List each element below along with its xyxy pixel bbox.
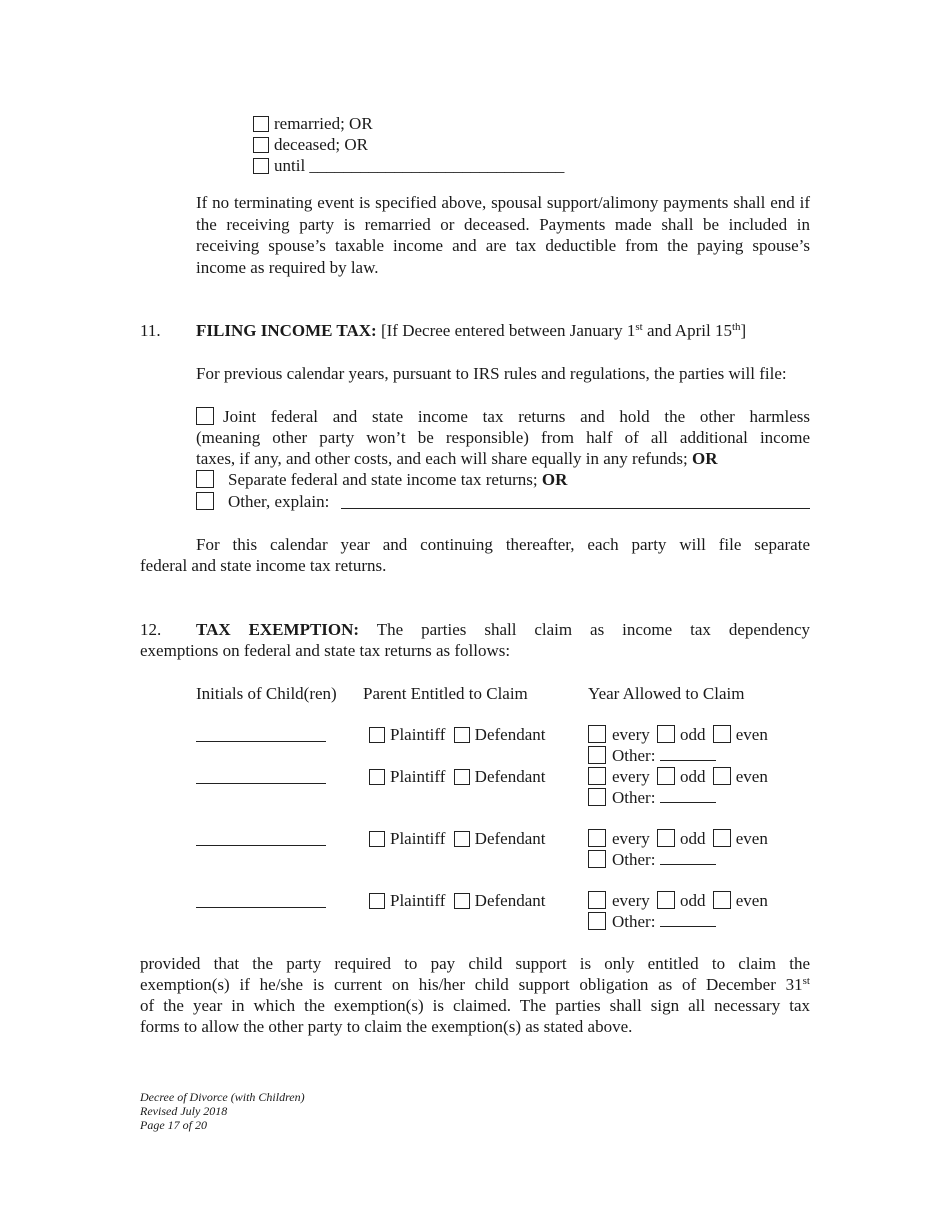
checkbox-even[interactable] (713, 725, 731, 743)
section-12-heading: TAX EXEMPTION: The parties shall claim as income tax dependency (196, 620, 811, 639)
filing-option-joint-cont: (meaning other party won’t be responsible) from half of all additional income (196, 428, 810, 447)
option-label: deceased; OR (274, 135, 368, 154)
year-claim-other[interactable]: Other: (588, 849, 716, 870)
default-termination-paragraph: If no terminating event is specified above, spousal support/alimony payments shall end if the receiving party is remarried or deceased. Payments made shall be included in receiving spouse’s taxable income and are tax deductible from the paying spouse’s income as required by law. (196, 193, 810, 277)
checkbox-other[interactable] (588, 850, 606, 868)
checkbox[interactable] (253, 116, 269, 132)
checkbox-odd[interactable] (657, 891, 675, 909)
current-year-paragraph-cont: federal and state income tax returns. (140, 556, 387, 575)
current-year-paragraph: For this calendar year and continuing thereafter, each party will file separate (196, 535, 810, 554)
year-claim-options[interactable]: every odd even (588, 724, 768, 745)
column-header-year: Year Allowed to Claim (588, 684, 745, 703)
option-label: until (274, 156, 306, 175)
checkbox-defendant[interactable] (454, 769, 470, 785)
footer-revised: Revised July 2018 (140, 1104, 228, 1118)
checkbox-other[interactable] (588, 746, 606, 764)
filing-option-joint-cont2: taxes, if any, and other costs, and each will share equally in any refunds; OR (196, 449, 718, 468)
checkbox-every[interactable] (588, 891, 606, 909)
closing-paragraph-line2: exemption(s) if he/she is current on his/her child support obligation as of December 31st (140, 975, 810, 994)
child-initials-field[interactable] (196, 845, 326, 846)
until-date-field[interactable]: ______________________________ (309, 156, 565, 175)
closing-paragraph-line4: forms to allow the other party to claim the exemption(s) as stated above. (140, 1017, 633, 1036)
checkbox-every[interactable] (588, 725, 606, 743)
heading-note: [If Decree entered between January 1st and April 15th] (380, 321, 747, 340)
checkbox-defendant[interactable] (454, 893, 470, 909)
checkbox-other[interactable] (588, 912, 606, 930)
checkbox[interactable] (196, 470, 214, 488)
checkbox-plaintiff[interactable] (369, 893, 385, 909)
other-explain-field[interactable] (341, 508, 810, 509)
heading-text: FILING INCOME TAX: (196, 321, 377, 340)
checkbox-other[interactable] (588, 788, 606, 806)
checkbox-odd[interactable] (657, 829, 675, 847)
checkbox-plaintiff[interactable] (369, 831, 385, 847)
footer-title: Decree of Divorce (with Children) (140, 1090, 305, 1104)
checkbox-even[interactable] (713, 891, 731, 909)
other-year-field[interactable] (660, 746, 716, 761)
year-claim-options[interactable]: every odd even (588, 890, 768, 911)
parent-claim-options[interactable]: Plaintiff Defendant (369, 724, 545, 745)
other-year-field[interactable] (660, 850, 716, 865)
closing-paragraph-line3: of the year in which the exemption(s) is claimed. The parties shall sign all necessary tax (140, 996, 810, 1015)
closing-paragraph: provided that the party required to pay child support is only entitled to claim the (140, 954, 810, 973)
other-year-field[interactable] (660, 912, 716, 927)
column-header-parent: Parent Entitled to Claim (363, 684, 528, 703)
checkbox-even[interactable] (713, 767, 731, 785)
child-initials-field[interactable] (196, 907, 326, 908)
heading-text: TAX EXEMPTION: (196, 620, 360, 639)
checkbox-defendant[interactable] (454, 727, 470, 743)
year-claim-other[interactable]: Other: (588, 745, 716, 766)
parent-claim-options[interactable]: Plaintiff Defendant (369, 890, 545, 911)
year-claim-options[interactable]: every odd even (588, 766, 768, 787)
column-header-initials: Initials of Child(ren) (196, 684, 337, 703)
checkbox[interactable] (196, 407, 214, 425)
filing-option-separate[interactable]: Separate federal and state income tax returns; OR (196, 469, 567, 490)
checkbox-plaintiff[interactable] (369, 727, 385, 743)
option-label: remarried; OR (274, 114, 373, 133)
filing-option-other[interactable]: Other, explain: (196, 491, 329, 512)
checkbox[interactable] (253, 158, 269, 174)
termination-option-deceased[interactable] (253, 134, 368, 155)
section-11-heading (196, 320, 746, 341)
child-initials-field[interactable] (196, 741, 326, 742)
other-year-field[interactable] (660, 788, 716, 803)
child-initials-field[interactable] (196, 783, 326, 784)
section-11-number: 11. (140, 321, 161, 340)
checkbox-odd[interactable] (657, 767, 675, 785)
parent-claim-options[interactable]: Plaintiff Defendant (369, 828, 545, 849)
parent-claim-options[interactable]: Plaintiff Defendant (369, 766, 545, 787)
year-claim-other[interactable]: Other: (588, 911, 716, 932)
termination-option-until[interactable] (253, 155, 564, 176)
year-claim-other[interactable]: Other: (588, 787, 716, 808)
checkbox[interactable] (253, 137, 269, 153)
section-12-text-cont: exemptions on federal and state tax returns as follows: (140, 641, 511, 660)
footer-page: Page 17 of 20 (140, 1118, 207, 1132)
checkbox-every[interactable] (588, 829, 606, 847)
checkbox-plaintiff[interactable] (369, 769, 385, 785)
checkbox-even[interactable] (713, 829, 731, 847)
section-11-intro: For previous calendar years, pursuant to IRS rules and regulations, the parties will file: (196, 364, 787, 383)
filing-option-joint[interactable]: Joint federal and state income tax returns and hold the other harmless (196, 406, 810, 427)
section-12-number: 12. (140, 620, 162, 639)
checkbox-odd[interactable] (657, 725, 675, 743)
checkbox[interactable] (196, 492, 214, 510)
checkbox-every[interactable] (588, 767, 606, 785)
year-claim-options[interactable]: every odd even (588, 828, 768, 849)
termination-option-remarried[interactable] (253, 113, 373, 134)
checkbox-defendant[interactable] (454, 831, 470, 847)
